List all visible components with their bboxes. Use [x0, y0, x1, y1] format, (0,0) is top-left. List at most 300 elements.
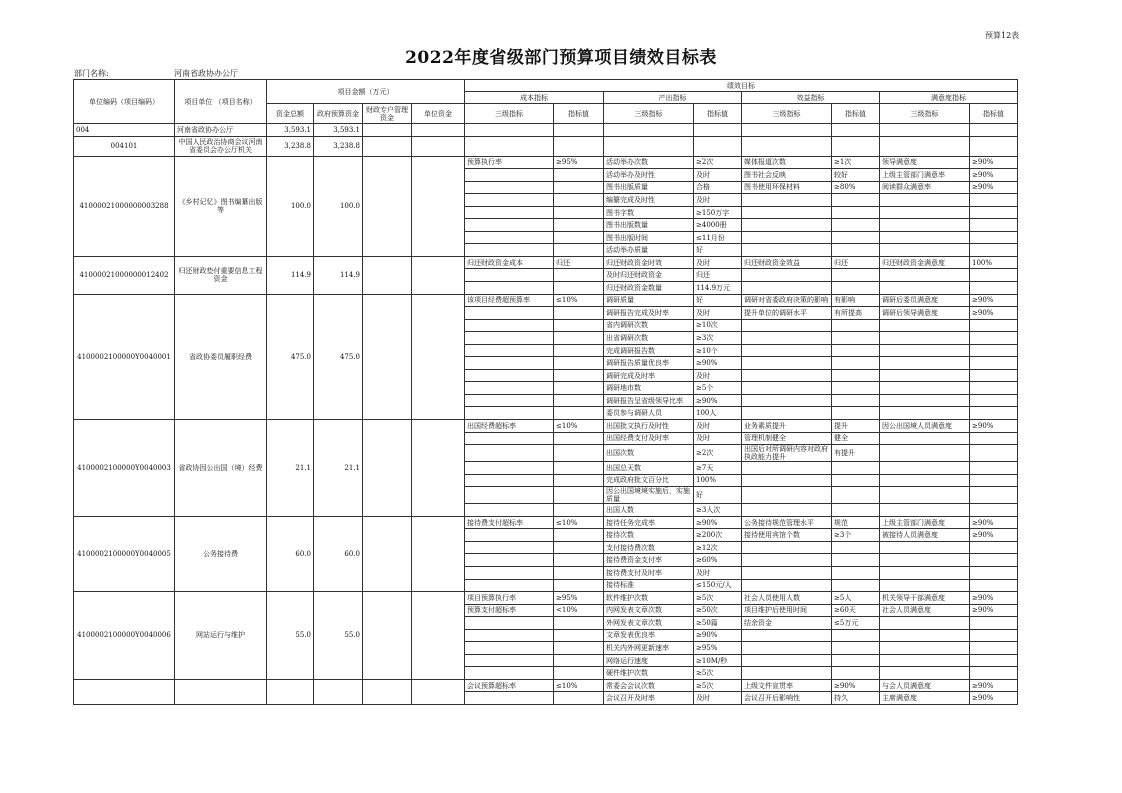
benefit-value — [832, 319, 880, 332]
output-indicator: 机关内外网更新速率 — [604, 642, 694, 655]
cost-indicator — [465, 181, 554, 194]
benefit-value — [832, 554, 880, 567]
project-code: 4100002100000Y0040005 — [74, 516, 175, 591]
performance-target-table — [73, 79, 1018, 705]
project-gov-budget: 100.0 — [314, 156, 363, 256]
indicator-row — [74, 679, 1018, 692]
benefit-value — [832, 244, 880, 257]
output-indicator: 会议召开及时率 — [604, 692, 694, 705]
output-indicator: 归还财政资金时效 — [604, 256, 694, 269]
satisfaction-value — [970, 244, 1018, 257]
output-indicator: 调研报告完成及时率 — [604, 307, 694, 320]
header-value: 指标值 — [554, 104, 604, 124]
project-gov-budget: 21.1 — [314, 420, 363, 517]
project-gov-budget: 55.0 — [314, 592, 363, 680]
output-indicator: 图书出版质量 — [604, 181, 694, 194]
benefit-indicator — [742, 231, 832, 244]
benefit-indicator: 社会人员使用人数 — [742, 592, 832, 605]
satisfaction-value — [970, 332, 1018, 345]
satisfaction-indicator — [880, 617, 970, 630]
satisfaction-indicator — [880, 554, 970, 567]
project-total — [267, 679, 314, 704]
benefit-indicator — [742, 194, 832, 207]
satisfaction-value — [970, 407, 1018, 420]
satisfaction-value — [970, 566, 1018, 579]
output-value: 归还 — [694, 269, 742, 282]
form-number-note: 预算12表 — [985, 31, 1020, 40]
cost-value: ≤10% — [554, 294, 604, 307]
output-value: ≥95% — [694, 642, 742, 655]
cost-value: ≥95% — [554, 156, 604, 169]
header-level3: 三级指标 — [742, 104, 832, 124]
satisfaction-value: 100% — [970, 256, 1018, 269]
benefit-value: 规范 — [832, 516, 880, 529]
output-value: 好 — [694, 294, 742, 307]
benefit-value: ≥60天 — [832, 604, 880, 617]
project-gov-budget: 475.0 — [314, 294, 363, 419]
output-value: ≤11月份 — [694, 231, 742, 244]
satisfaction-value — [970, 541, 1018, 554]
cost-value — [554, 462, 604, 475]
output-value: 及时 — [694, 256, 742, 269]
output-indicator: 图书出版时间 — [604, 231, 694, 244]
project-code: 4100002100000Y0040003 — [74, 420, 175, 517]
satisfaction-value: ≥90% — [970, 604, 1018, 617]
indicator-cell — [880, 136, 970, 156]
satisfaction-indicator — [880, 504, 970, 517]
benefit-indicator: 会议召开后影响性 — [742, 692, 832, 705]
benefit-indicator — [742, 282, 832, 295]
indicator-cell — [465, 136, 554, 156]
cost-indicator — [465, 194, 554, 207]
output-indicator: 接待任务完成率 — [604, 516, 694, 529]
satisfaction-indicator — [880, 566, 970, 579]
benefit-indicator — [742, 474, 832, 487]
cost-value — [554, 219, 604, 232]
output-value: ≥5次 — [694, 679, 742, 692]
benefit-indicator — [742, 642, 832, 655]
department-line — [74, 68, 238, 79]
benefit-indicator — [742, 579, 832, 592]
benefit-value: 归还 — [832, 256, 880, 269]
project-unit-fund — [412, 679, 465, 704]
output-indicator: 接待费支付及时率 — [604, 566, 694, 579]
cost-value — [554, 206, 604, 219]
satisfaction-indicator — [880, 219, 970, 232]
satisfaction-indicator — [880, 462, 970, 475]
output-value: ≥50篇 — [694, 617, 742, 630]
project-name: 省政协因公出国（境）经费 — [175, 420, 267, 517]
benefit-value — [832, 407, 880, 420]
output-value: ≥2次 — [694, 156, 742, 169]
indicator-row — [74, 420, 1018, 433]
benefit-indicator: 项目维护后使用时间 — [742, 604, 832, 617]
cost-value: ≤10% — [554, 516, 604, 529]
satisfaction-indicator — [880, 579, 970, 592]
benefit-indicator — [742, 382, 832, 395]
indicator-cell — [832, 136, 880, 156]
benefit-value: 较好 — [832, 169, 880, 182]
cost-indicator — [465, 554, 554, 567]
output-value: ≥5次 — [694, 592, 742, 605]
output-value: ≥4000册 — [694, 219, 742, 232]
output-indicator: 调研报告质量优良率 — [604, 357, 694, 370]
output-value: 及时 — [694, 194, 742, 207]
project-total: 55.0 — [267, 592, 314, 680]
benefit-indicator — [742, 206, 832, 219]
benefit-value — [832, 194, 880, 207]
output-value: ≥60% — [694, 554, 742, 567]
satisfaction-indicator — [880, 487, 970, 504]
header-value: 指标值 — [694, 104, 742, 124]
cost-indicator — [465, 206, 554, 219]
satisfaction-value — [970, 579, 1018, 592]
cost-indicator — [465, 541, 554, 554]
benefit-value: ≥90% — [832, 679, 880, 692]
satisfaction-value: ≥90% — [970, 679, 1018, 692]
satisfaction-indicator — [880, 474, 970, 487]
cost-value — [554, 667, 604, 680]
indicator-cell — [832, 124, 880, 137]
benefit-value — [832, 541, 880, 554]
satisfaction-indicator — [880, 231, 970, 244]
output-indicator: 出国人数 — [604, 504, 694, 517]
project-name: 省政协委员履职经费 — [175, 294, 267, 419]
benefit-value: ≥1次 — [832, 156, 880, 169]
cost-value — [554, 394, 604, 407]
cost-value — [554, 654, 604, 667]
satisfaction-value — [970, 231, 1018, 244]
indicator-row — [74, 256, 1018, 269]
benefit-indicator: 业务素质提升 — [742, 420, 832, 433]
satisfaction-indicator: 社会人员满意度 — [880, 604, 970, 617]
header-benefit: 效益指标 — [742, 92, 880, 104]
benefit-value — [832, 462, 880, 475]
cost-indicator — [465, 617, 554, 630]
indicator-cell — [694, 136, 742, 156]
benefit-indicator: 归还财政资金效益 — [742, 256, 832, 269]
benefit-value — [832, 667, 880, 680]
header-output: 产出指标 — [604, 92, 742, 104]
cost-value — [554, 529, 604, 542]
cost-indicator — [465, 344, 554, 357]
cost-value — [554, 382, 604, 395]
project-gov-budget — [314, 679, 363, 704]
benefit-indicator — [742, 462, 832, 475]
unit-total: 3,238.8 — [267, 136, 314, 156]
satisfaction-indicator — [880, 244, 970, 257]
output-value: ≥90% — [694, 516, 742, 529]
cost-value — [554, 487, 604, 504]
cost-indicator — [465, 692, 554, 705]
cost-value — [554, 504, 604, 517]
output-value: 好 — [694, 244, 742, 257]
satisfaction-indicator — [880, 319, 970, 332]
output-value: ≥10个 — [694, 344, 742, 357]
unit-fiscal-special — [363, 136, 412, 156]
satisfaction-value — [970, 667, 1018, 680]
satisfaction-value: ≥90% — [970, 420, 1018, 433]
cost-indicator: 接待费支付超标率 — [465, 516, 554, 529]
output-indicator: 编纂完成及时性 — [604, 194, 694, 207]
output-indicator: 活动举办质量 — [604, 244, 694, 257]
satisfaction-indicator: 归还财政资金满意度 — [880, 256, 970, 269]
benefit-indicator: 图书社会反映 — [742, 169, 832, 182]
output-indicator: 图书字数 — [604, 206, 694, 219]
satisfaction-indicator — [880, 282, 970, 295]
benefit-value — [832, 269, 880, 282]
satisfaction-value: ≥90% — [970, 156, 1018, 169]
satisfaction-indicator — [880, 194, 970, 207]
cost-value — [554, 579, 604, 592]
cost-indicator — [465, 432, 554, 445]
project-code: 4100002100000Y0040001 — [74, 294, 175, 419]
satisfaction-value — [970, 642, 1018, 655]
benefit-indicator: 公务接待规范管理水平 — [742, 516, 832, 529]
cost-indicator — [465, 282, 554, 295]
output-indicator: 出国总天数 — [604, 462, 694, 475]
satisfaction-value — [970, 462, 1018, 475]
department-value: 河南省政协办公厅 — [174, 69, 238, 78]
satisfaction-indicator: 调研后委员满意度 — [880, 294, 970, 307]
output-indicator: 完成政府批文百分比 — [604, 474, 694, 487]
cost-value — [554, 566, 604, 579]
benefit-value — [832, 382, 880, 395]
project-code: 41000021000000003288 — [74, 156, 175, 256]
project-unit-fund — [412, 592, 465, 680]
project-total: 60.0 — [267, 516, 314, 591]
benefit-indicator: 媒体报道次数 — [742, 156, 832, 169]
output-value: ≤150元/人 — [694, 579, 742, 592]
cost-indicator — [465, 357, 554, 370]
cost-value — [554, 319, 604, 332]
satisfaction-value — [970, 369, 1018, 382]
output-value: ≥50次 — [694, 604, 742, 617]
satisfaction-value — [970, 206, 1018, 219]
cost-indicator: 会议预算超标率 — [465, 679, 554, 692]
satisfaction-value: ≥90% — [970, 529, 1018, 542]
output-value: ≥3人次 — [694, 504, 742, 517]
output-indicator: 出国次数 — [604, 445, 694, 462]
indicator-cell — [465, 124, 554, 137]
output-indicator: 接待次数 — [604, 529, 694, 542]
output-indicator: 委员参与调研人员 — [604, 407, 694, 420]
indicator-cell — [554, 136, 604, 156]
output-value: ≥150万字 — [694, 206, 742, 219]
unit-total: 3,593.1 — [267, 124, 314, 137]
cost-value: ≥95% — [554, 592, 604, 605]
cost-indicator: 归还财政资金成本 — [465, 256, 554, 269]
output-value: ≥2次 — [694, 445, 742, 462]
benefit-value — [832, 566, 880, 579]
satisfaction-value — [970, 474, 1018, 487]
cost-value — [554, 432, 604, 445]
benefit-value — [832, 629, 880, 642]
output-value: 100人 — [694, 407, 742, 420]
benefit-indicator — [742, 319, 832, 332]
benefit-indicator — [742, 667, 832, 680]
output-indicator: 调研地市数 — [604, 382, 694, 395]
benefit-value: 有提升 — [832, 445, 880, 462]
satisfaction-value — [970, 504, 1018, 517]
satisfaction-indicator — [880, 445, 970, 462]
benefit-value — [832, 344, 880, 357]
satisfaction-value: ≥90% — [970, 592, 1018, 605]
satisfaction-indicator: 上级主管部门满意率 — [880, 169, 970, 182]
cost-indicator — [465, 307, 554, 320]
cost-indicator — [465, 382, 554, 395]
benefit-value — [832, 369, 880, 382]
output-indicator: 归还财政资金数量 — [604, 282, 694, 295]
output-value: 114.9万元 — [694, 282, 742, 295]
satisfaction-indicator: 因公出国境人员满意度 — [880, 420, 970, 433]
indicator-row — [74, 516, 1018, 529]
benefit-value — [832, 504, 880, 517]
project-fiscal-special — [363, 156, 412, 256]
output-indicator: 完成调研报告数 — [604, 344, 694, 357]
indicator-row — [74, 156, 1018, 169]
project-unit-fund — [412, 420, 465, 517]
satisfaction-indicator — [880, 382, 970, 395]
cost-value — [554, 445, 604, 462]
unit-fund — [412, 136, 465, 156]
output-value: ≥90% — [694, 629, 742, 642]
header-satisfaction: 满意度指标 — [880, 92, 1018, 104]
output-value: 及时 — [694, 566, 742, 579]
satisfaction-indicator: 主席满意度 — [880, 692, 970, 705]
satisfaction-indicator — [880, 369, 970, 382]
unit-gov-budget: 3,238.8 — [314, 136, 363, 156]
benefit-indicator — [742, 504, 832, 517]
output-indicator: 接待标准 — [604, 579, 694, 592]
project-code: 4100002100000Y0040006 — [74, 592, 175, 680]
benefit-indicator: 出国后对所调研内容对政府执政能力提升 — [742, 445, 832, 462]
header-amount-group: 项目金额（万元） — [267, 80, 465, 104]
unit-code: 004101 — [74, 136, 175, 156]
cost-indicator: 项目预算执行率 — [465, 592, 554, 605]
satisfaction-indicator — [880, 667, 970, 680]
indicator-cell — [742, 124, 832, 137]
cost-value — [554, 369, 604, 382]
indicator-cell — [694, 124, 742, 137]
output-indicator: 出省调研次数 — [604, 332, 694, 345]
unit-row — [74, 136, 1018, 156]
output-indicator: 调研报告呈省级领导比率 — [604, 394, 694, 407]
indicator-cell — [604, 136, 694, 156]
benefit-indicator — [742, 487, 832, 504]
satisfaction-value — [970, 319, 1018, 332]
cost-indicator: 出国经费超标率 — [465, 420, 554, 433]
indicator-cell — [554, 124, 604, 137]
project-name: 公务接待费 — [175, 516, 267, 591]
satisfaction-value — [970, 382, 1018, 395]
header-unit-fund: 单位资金 — [412, 104, 465, 124]
project-fiscal-special — [363, 592, 412, 680]
cost-value — [554, 407, 604, 420]
header-unit-name: 项目单位 （项目名称） — [175, 80, 267, 124]
cost-indicator — [465, 369, 554, 382]
output-value: ≥5次 — [694, 667, 742, 680]
satisfaction-indicator: 被接待人员满意度 — [880, 529, 970, 542]
satisfaction-indicator — [880, 206, 970, 219]
output-indicator: 图书出版数量 — [604, 219, 694, 232]
project-unit-fund — [412, 294, 465, 419]
output-indicator: 外网发表文章次数 — [604, 617, 694, 630]
cost-value — [554, 344, 604, 357]
cost-value: <10% — [554, 604, 604, 617]
satisfaction-indicator — [880, 269, 970, 282]
project-code — [74, 679, 175, 704]
benefit-value: ≥3个 — [832, 529, 880, 542]
benefit-indicator — [742, 344, 832, 357]
satisfaction-value — [970, 394, 1018, 407]
project-gov-budget: 60.0 — [314, 516, 363, 591]
cost-indicator — [465, 219, 554, 232]
header-cost: 成本指标 — [465, 92, 604, 104]
benefit-value — [832, 357, 880, 370]
output-indicator: 硬件维护次数 — [604, 667, 694, 680]
cost-value — [554, 692, 604, 705]
unit-name: 中国人民政治协商会议河南省委员会办公厅机关 — [175, 136, 267, 156]
benefit-indicator: 管理机制健全 — [742, 432, 832, 445]
header-total: 资金总额 — [267, 104, 314, 124]
cost-value — [554, 332, 604, 345]
benefit-indicator — [742, 332, 832, 345]
benefit-indicator — [742, 541, 832, 554]
output-indicator: 内网发表文章次数 — [604, 604, 694, 617]
project-name: 归还财政垫付重要信息工程资金 — [175, 256, 267, 294]
benefit-value — [832, 474, 880, 487]
satisfaction-value — [970, 282, 1018, 295]
output-indicator: 调研完成及时率 — [604, 369, 694, 382]
output-value: ≥5个 — [694, 382, 742, 395]
cost-value — [554, 629, 604, 642]
satisfaction-value — [970, 654, 1018, 667]
benefit-indicator — [742, 654, 832, 667]
output-indicator: 出国批文执行及时性 — [604, 420, 694, 433]
benefit-value: ≥5人 — [832, 592, 880, 605]
cost-value — [554, 181, 604, 194]
benefit-indicator — [742, 244, 832, 257]
cost-indicator — [465, 654, 554, 667]
satisfaction-value — [970, 269, 1018, 282]
output-value: ≥90% — [694, 394, 742, 407]
output-value: ≥12次 — [694, 541, 742, 554]
indicator-cell — [604, 124, 694, 137]
satisfaction-indicator: 机关领导干部满意度 — [880, 592, 970, 605]
unit-fund — [412, 124, 465, 137]
benefit-value — [832, 282, 880, 295]
cost-indicator — [465, 319, 554, 332]
satisfaction-indicator — [880, 654, 970, 667]
satisfaction-indicator — [880, 344, 970, 357]
output-indicator: 活动举办次数 — [604, 156, 694, 169]
indicator-cell — [970, 136, 1018, 156]
satisfaction-value: ≥90% — [970, 294, 1018, 307]
satisfaction-value: ≥90% — [970, 516, 1018, 529]
unit-fiscal-special — [363, 124, 412, 137]
satisfaction-value — [970, 487, 1018, 504]
cost-value — [554, 169, 604, 182]
benefit-indicator — [742, 554, 832, 567]
satisfaction-indicator: 上级主管部门满意度 — [880, 516, 970, 529]
benefit-value — [832, 642, 880, 655]
unit-code: 004 — [74, 124, 175, 137]
benefit-indicator — [742, 394, 832, 407]
benefit-value: 健全 — [832, 432, 880, 445]
indicator-cell — [742, 136, 832, 156]
project-fiscal-special — [363, 256, 412, 294]
